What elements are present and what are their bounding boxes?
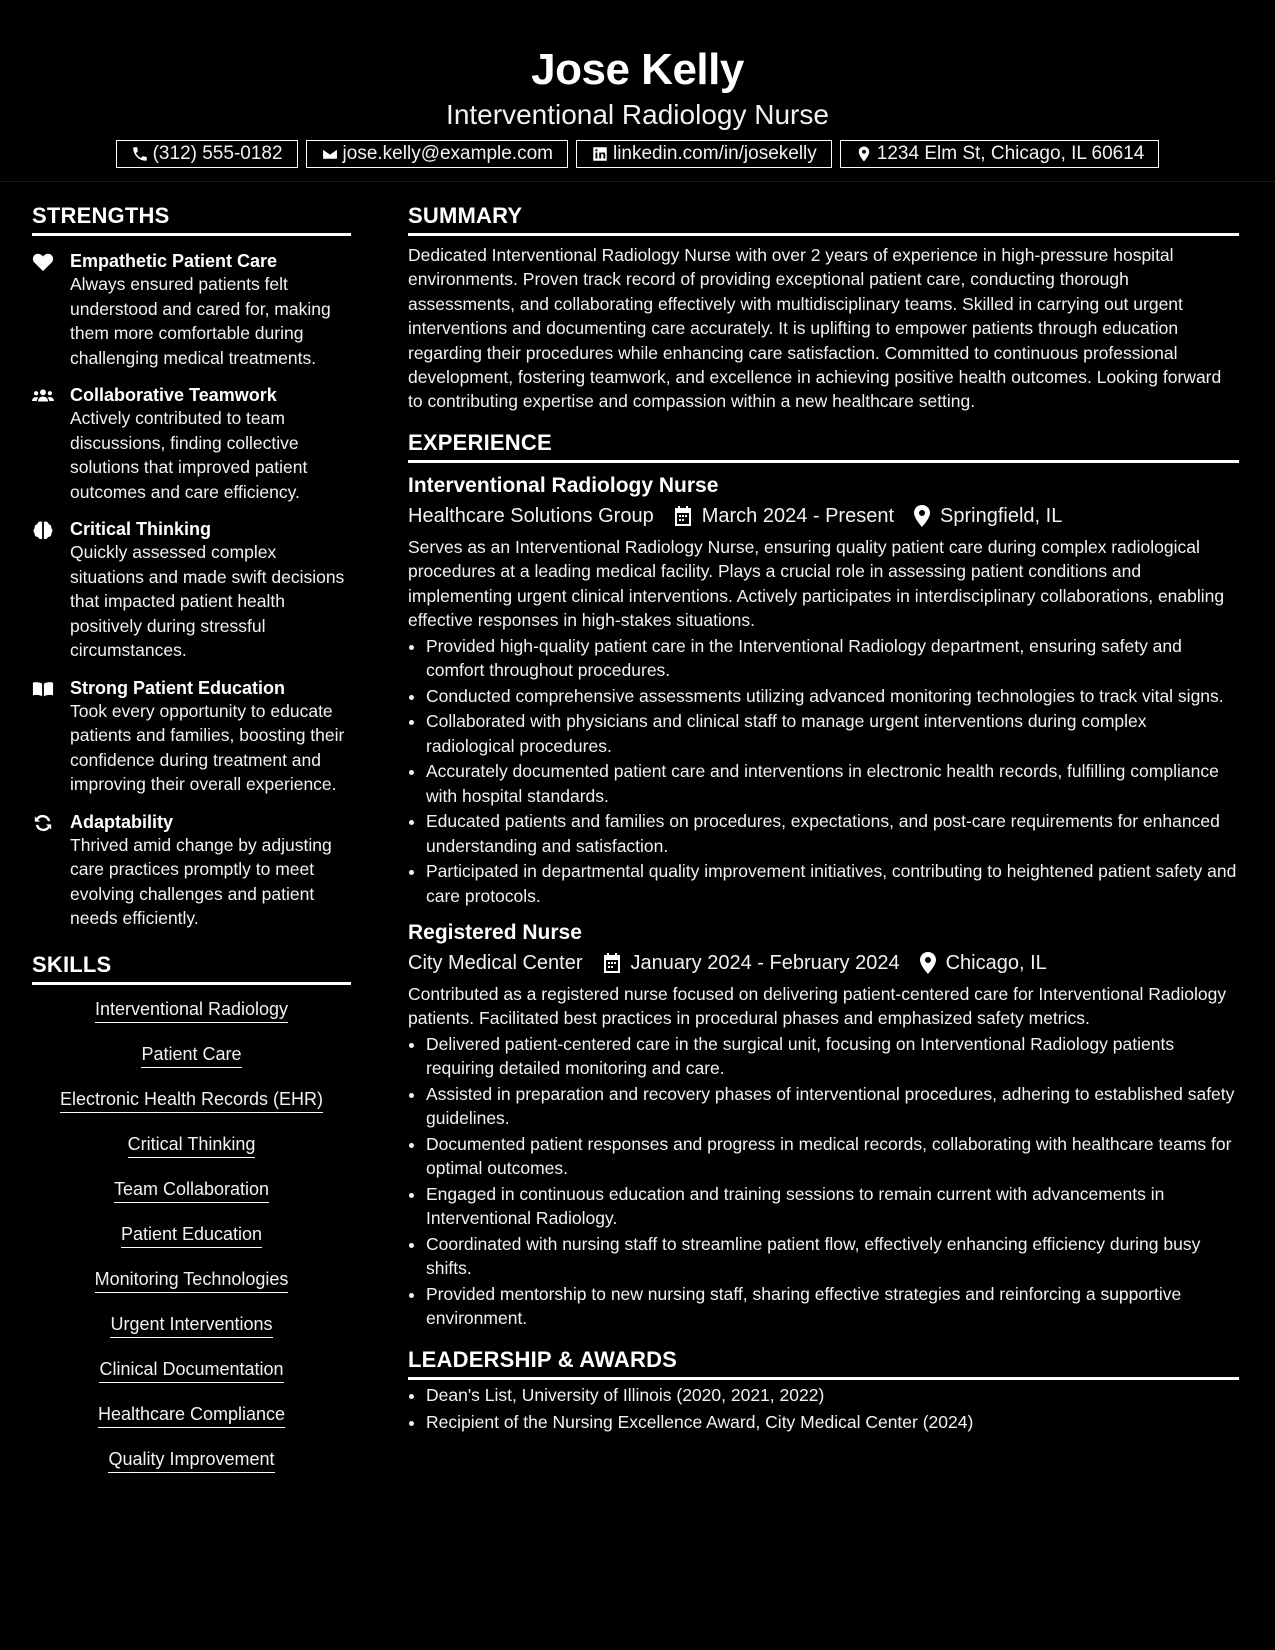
strength-desc: Actively contributed to team discussions, finding collective solutions that improved patient outcomes and care efficiency. [70, 408, 308, 502]
users-icon [32, 386, 54, 406]
job-meta [408, 948, 1239, 978]
summary-heading: SUMMARY [408, 204, 1239, 236]
awards-heading: LEADERSHIP & AWARDS [408, 1348, 1239, 1380]
strength-item [32, 677, 351, 797]
job-bullet: • Documented patient responses and progress in medical records, collaborating with healthcare teams for optimal outcomes. [426, 1132, 1239, 1181]
envelope-icon [321, 145, 339, 163]
strength-item [32, 384, 351, 504]
calendar-icon [603, 953, 621, 973]
job-bullet: • Collaborated with physicians and clinical staff to manage urgent interventions during complex radiological procedures. [426, 709, 1239, 758]
strength-title: Adaptability [70, 811, 174, 832]
job-bullet: • Provided high-quality patient care in the Interventional Radiology department, ensuring safety and comfort throughout procedures. [426, 634, 1239, 683]
strength-item [32, 518, 351, 663]
skill-tag: Critical Thinking [128, 1132, 256, 1158]
map-pin-icon [920, 952, 936, 974]
calendar-icon [674, 506, 692, 526]
contact-email[interactable] [306, 140, 568, 168]
job-dates: January 2024 - February 2024 [630, 952, 900, 975]
job-bullet: • Conducted comprehensive assessments utilizing advanced monitoring technologies to track vital signs. [426, 684, 1239, 708]
map-pin-icon [914, 505, 930, 527]
contact-phone[interactable] [116, 140, 298, 168]
strength-item [32, 250, 351, 370]
job-bullet: • Accurately documented patient care and interventions in electronic health records, fulfilling compliance with hospital standards. [426, 759, 1239, 808]
contact-email-text: jose.kelly@example.com [342, 143, 553, 164]
job-bullets [408, 634, 1239, 908]
skill-tag: Monitoring Technologies [95, 1267, 289, 1293]
job-description: Contributed as a registered nurse focused on delivering patient-centered care for Interventional Radiology patients. Facilitated best practices in procedural phases and emphasized safety metrics. [408, 984, 1227, 1029]
strength-title: Empathetic Patient Care [70, 251, 278, 271]
left-column [32, 204, 351, 1492]
contact-address[interactable] [840, 140, 1160, 168]
job-bullets [408, 1032, 1239, 1331]
strengths-list [32, 250, 351, 931]
job-bullet: • Assisted in preparation and recovery phases of interventional procedures, adhering to established safety guidelines. [426, 1082, 1239, 1131]
skills-list [32, 997, 351, 1492]
job-bullet: • Educated patients and families on procedures, expectations, and post-care requirements for enhanced understanding and satisfaction. [426, 809, 1239, 858]
skill-tag: Electronic Health Records (EHR) [60, 1087, 323, 1113]
awards-list [408, 1383, 1239, 1435]
job-title: Registered Nurse [408, 921, 582, 945]
job-dates: March 2024 - Present [701, 504, 895, 527]
contact-phone-text: (312) 555-0182 [152, 143, 283, 164]
resume-header [0, 0, 1275, 182]
book-open-icon [32, 679, 54, 699]
skill-tag: Clinical Documentation [99, 1357, 283, 1383]
skill-tag: Quality Improvement [108, 1447, 274, 1473]
strength-item [32, 811, 351, 931]
job-company: City Medical Center [408, 952, 583, 975]
strengths-heading: STRENGTHS [32, 204, 351, 236]
contact-linkedin-text: linkedin.com/in/josekelly [612, 143, 817, 164]
skills-heading: SKILLS [32, 953, 351, 985]
job-location: Chicago, IL [945, 952, 1047, 975]
summary-text: Dedicated Interventional Radiology Nurse with over 2 years of experience in high-pressure hospital environments. Proven track record of providing exceptional patient care, conducting thorough assessments, and collaborating effectively with multidisciplinary teams. Skilled in carrying out urgent interventions and documenting care accurately. It is uplifting to empower patients through education regarding their procedures while enhancing care satisfaction. Committed to continuous professional development, fostering teamwork, and excellence in achieving positive health outcomes. Looking forward to contributing expertise and compassion within a new healthcare setting. [408, 245, 1222, 412]
candidate-title: Interventional Radiology Nurse [446, 99, 829, 130]
skill-tag: Healthcare Compliance [98, 1402, 285, 1428]
phone-icon [131, 145, 149, 163]
heart-icon [32, 252, 54, 272]
award-item: • Recipient of the Nursing Excellence Award, City Medical Center (2024) [426, 1410, 1239, 1434]
skill-tag: Interventional Radiology [95, 997, 288, 1023]
header-divider [0, 181, 1275, 182]
job-description: Serves as an Interventional Radiology Nurse, ensuring quality patient care during complex radiological procedures at a leading medical facility. Plays a crucial role in assessing patient conditions and implementing urgent clinical interventions. Actively participates in interdisciplinary collaborations, enabling effective responses in high-stakes situations. [408, 536, 1225, 631]
map-pin-icon [855, 145, 873, 163]
refresh-icon [32, 813, 54, 833]
contact-bar [0, 140, 1275, 168]
job-entry [408, 920, 1239, 1331]
linkedin-icon [591, 145, 609, 163]
job-entry [408, 473, 1239, 908]
job-location: Springfield, IL [940, 504, 1063, 527]
skill-tag: Team Collaboration [114, 1177, 269, 1203]
skill-tag: Urgent Interventions [110, 1312, 272, 1338]
award-item: • Dean's List, University of Illinois (2020, 2021, 2022) [426, 1383, 1239, 1407]
strength-desc: Quickly assessed complex situations and made swift decisions that impacted patient health positively during stressful circumstances. [70, 542, 345, 660]
strength-desc: Always ensured patients felt understood and cared for, making them more comfortable during challenging medical treatments. [70, 274, 331, 368]
candidate-name: Jose Kelly [531, 45, 744, 94]
right-column [408, 204, 1239, 1435]
brain-icon [32, 520, 54, 540]
job-meta [408, 501, 1239, 531]
experience-heading: EXPERIENCE [408, 431, 1239, 463]
strength-desc: Took every opportunity to educate patients and families, boosting their confidence during treatment and improving their overall experience. [70, 700, 345, 794]
job-bullet: • Provided mentorship to new nursing staff, sharing effective strategies and reinforcing a supportive environment. [426, 1282, 1239, 1331]
job-bullet: • Delivered patient-centered care in the surgical unit, focusing on Interventional Radiology patients requiring detailed monitoring and care. [426, 1032, 1239, 1081]
strength-title: Strong Patient Education [70, 677, 286, 698]
job-bullet: • Coordinated with nursing staff to streamline patient flow, effectively enhancing efficiency during busy shifts. [426, 1232, 1239, 1281]
strength-title: Collaborative Teamwork [70, 385, 277, 405]
contact-address-text: 1234 Elm St, Chicago, IL 60614 [876, 143, 1145, 164]
job-title: Interventional Radiology Nurse [408, 473, 719, 497]
job-company: Healthcare Solutions Group [408, 504, 654, 527]
strength-title: Critical Thinking [70, 519, 212, 539]
contact-linkedin[interactable] [576, 140, 832, 168]
skill-tag: Patient Care [141, 1042, 241, 1068]
job-bullet: • Engaged in continuous education and training sessions to remain current with advancements in Interventional Radiology. [426, 1182, 1239, 1231]
job-bullet: • Participated in departmental quality improvement initiatives, contributing to heightened patient safety and care protocols. [426, 859, 1239, 908]
skill-tag: Patient Education [121, 1222, 262, 1248]
strength-desc: Thrived amid change by adjusting care practices promptly to meet evolving challenges and patient needs efficiently. [70, 834, 332, 928]
